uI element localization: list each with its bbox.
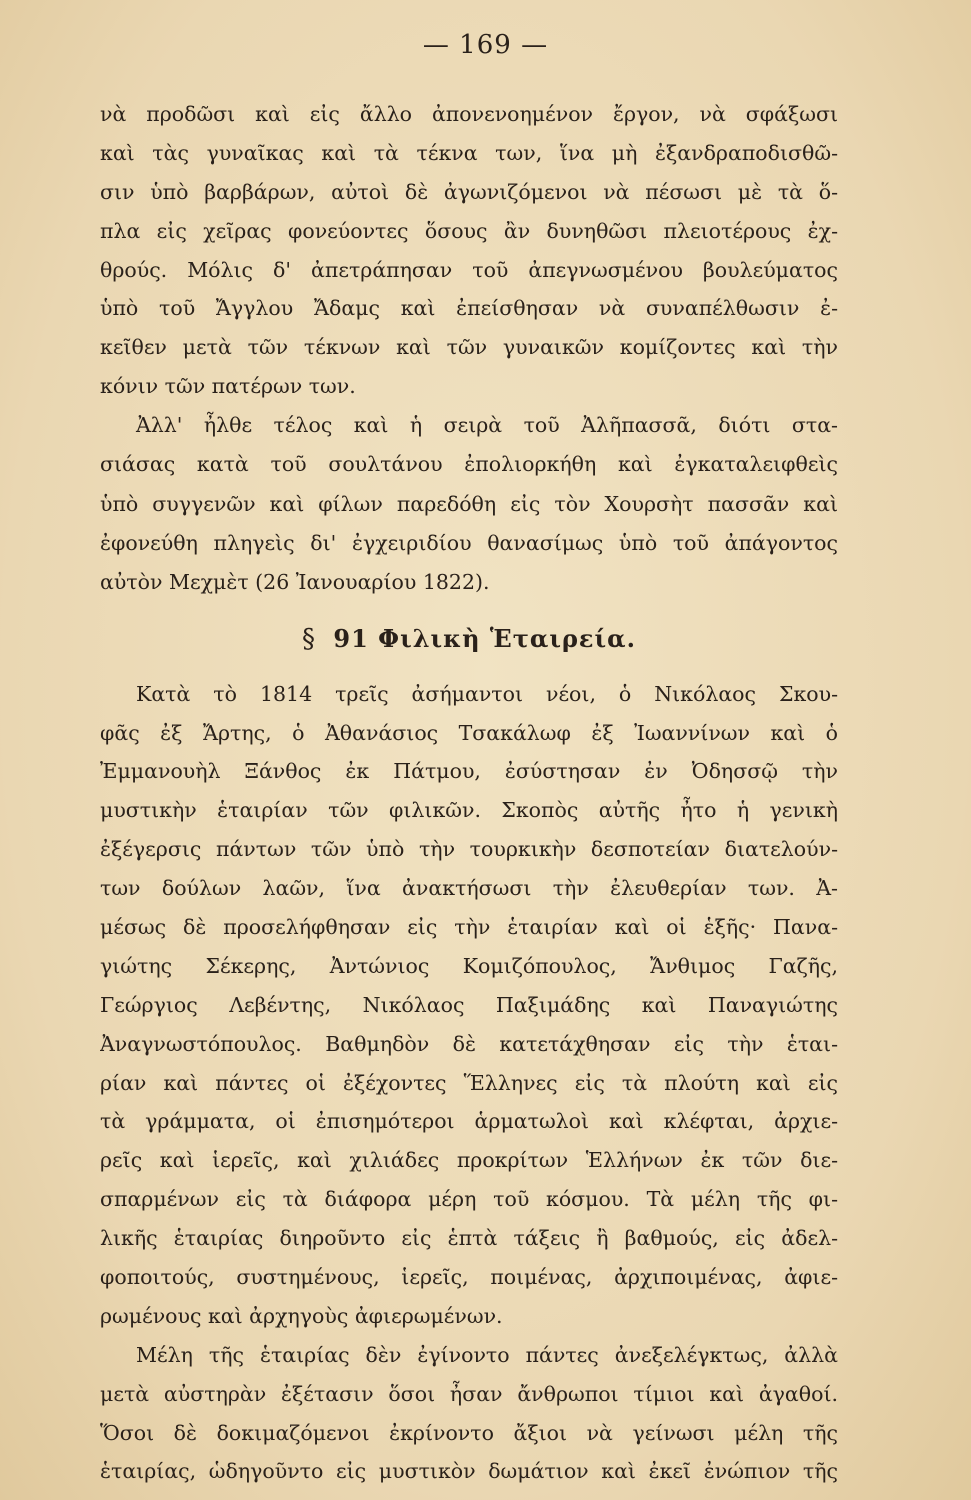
paragraph-3 [100,675,838,1336]
text-line: σιάσας κατὰ τοῦ σουλτάνου ἐπολιορκήθη καὶ ἐγκαταλειφθεὶς [100,452,838,477]
text-line: Κατὰ τὸ 1814 τρεῖς ἀσήμαντοι νέοι, ὁ Νικόλαος Σκου- [136,681,838,706]
text-line: θρούς. Μόλις δ' ἀπετράπησαν τοῦ ἀπεγνωσμένου βουλεύματος [100,257,838,282]
text-line: Ἀλλ' ἦλθε τέλος καὶ ἡ σειρὰ τοῦ Ἀλῆπασσᾶ, διότι στα- [136,413,838,438]
paragraph-1 [100,95,838,406]
section-title: Φιλικὴ Ἑταιρεία. [378,623,636,653]
text-line: ρωμένους καὶ ἀρχηγοὺς ἀφιερωμένων. [100,1303,503,1328]
paragraph-2 [100,406,838,602]
text-line: αὐτὸν Μεχμὲτ (26 Ἰανουαρίου 1822). [100,570,490,595]
text-line: φοποιτούς, συστημένους, ἱερεῖς, ποιμένας, ἀρχιποιμένας, ἀφιε- [100,1264,838,1289]
text-line: γιώτης Σέκερης, Ἀντώνιος Κομιζόπουλος, Ἄνθιμος Γαζῆς, [100,953,838,978]
text-line: καὶ τὰς γυναῖκας καὶ τὰ τέκνα των, ἵνα μὴ ἐξανδραποδισθῶ- [100,140,838,165]
text-line: κόνιν τῶν πατέρων των. [100,374,356,399]
text-line: ὑπὸ τοῦ Ἄγγλου Ἄδαμς καὶ ἐπείσθησαν νὰ συναπέλθωσιν ἐ- [100,296,838,321]
text-line: σπαρμένων εἰς τὰ διάφορα μέρη τοῦ κόσμου. Τὰ μέλη τῆς φι- [100,1187,838,1212]
text-line: των δούλων λαῶν, ἵνα ἀνακτήσωσι τὴν ἐλευθερίαν των. Ἀ- [100,876,838,901]
text-line: μυστικὴν ἑταιρίαν τῶν φιλικῶν. Σκοπὸς αὐτῆς ἦτο ἡ γενικὴ [100,798,838,823]
text-line: ρίαν καὶ πάντες οἱ ἐξέχοντες Ἕλληνες εἰς τὰ πλούτη καὶ εἰς [100,1070,838,1095]
section-heading [100,611,838,667]
paragraph-4 [100,1336,838,1492]
text-line: πλα εἰς χεῖρας φονεύοντες ὅσους ἂν δυνηθῶσι πλειοτέρους ἐχ- [100,218,838,243]
text-line: μέσως δὲ προσελήφθησαν εἰς τὴν ἑταιρίαν καὶ οἱ ἑξῆς· Πανα- [100,914,838,939]
text-line: τὰ γράμματα, οἱ ἐπισημότεροι ἁρματωλοὶ καὶ κλέφται, ἀρχιε- [100,1109,838,1134]
text-line: ἑταιρίας, ὡδηγοῦντο εἰς μυστικὸν δωμάτιον καὶ ἐκεῖ ἐνώπιον τῆς [100,1459,838,1484]
text-line: ἐφονεύθη πληγεὶς δι' ἐγχειριδίου θανασίμως ὑπὸ τοῦ ἀπάγοντος [100,531,838,556]
text-line: λικῆς ἑταιρίας διηροῦντο εἰς ἑπτὰ τάξεις ἢ βαθμούς, εἰς ἀδελ- [100,1226,838,1251]
text-line: Ἀναγνωστόπουλος. Βαθμηδὸν δὲ κατετάχθησαν εἰς τὴν ἑται- [100,1031,838,1056]
text-line: μετὰ αὐστηρὰν ἐξέτασιν ὅσοι ἦσαν ἄνθρωποι τίμιοι καὶ ἀγαθοί. [100,1381,838,1406]
text-line: ἐξέγερσις πάντων τῶν ὑπὸ τὴν τουρκικὴν δεσποτείαν διατελούν- [100,837,838,862]
text-line: ὑπὸ συγγενῶν καὶ φίλων παρεδόθη εἰς τὸν Χουρσὴτ πασσᾶν καὶ [100,491,838,516]
text-line: Ὅσοι δὲ δοκιμαζόμενοι ἐκρίνοντο ἄξιοι νὰ γείνωσι μέλη τῆς [100,1420,838,1445]
text-line: σιν ὑπὸ βαρβάρων, αὐτοὶ δὲ ἀγωνιζόμενοι νὰ πέσωσι μὲ τὰ ὅ- [100,179,838,204]
text-line: νὰ προδῶσι καὶ εἰς ἄλλο ἀπονενοημένον ἔργον, νὰ σφάξωσι [100,102,838,126]
text-line: φᾶς ἐξ Ἄρτης, ὁ Ἀθανάσιος Τσακάλωφ ἐξ Ἰωαννίνων καὶ ὁ [100,720,838,745]
section-number: 91 [333,623,369,653]
page-number: — 169 — [422,30,549,60]
text-line: Γεώργιος Λεβέντης, Νικόλαος Παξιμάδης καὶ Παναγιώτης [100,992,838,1017]
text-line: Μέλη τῆς ἑταιρίας δὲν ἐγίνοντο πάντες ἀνεξελέγκτως, ἀλλὰ [136,1342,838,1367]
text-line: κεῖθεν μετὰ τῶν τέκνων καὶ τῶν γυναικῶν κομίζοντες καὶ τὴν [100,335,838,360]
section-symbol: § [302,623,317,654]
text-line: Ἐμμανουὴλ Ξάνθος ἐκ Πάτμου, ἐσύστησαν ἐν Ὀδησσῷ τὴν [100,759,838,784]
text-line: ρεῖς καὶ ἱερεῖς, καὶ χιλιάδες προκρίτων Ἑλλήνων ἐκ τῶν διε- [100,1148,838,1173]
text-block [100,95,838,1491]
